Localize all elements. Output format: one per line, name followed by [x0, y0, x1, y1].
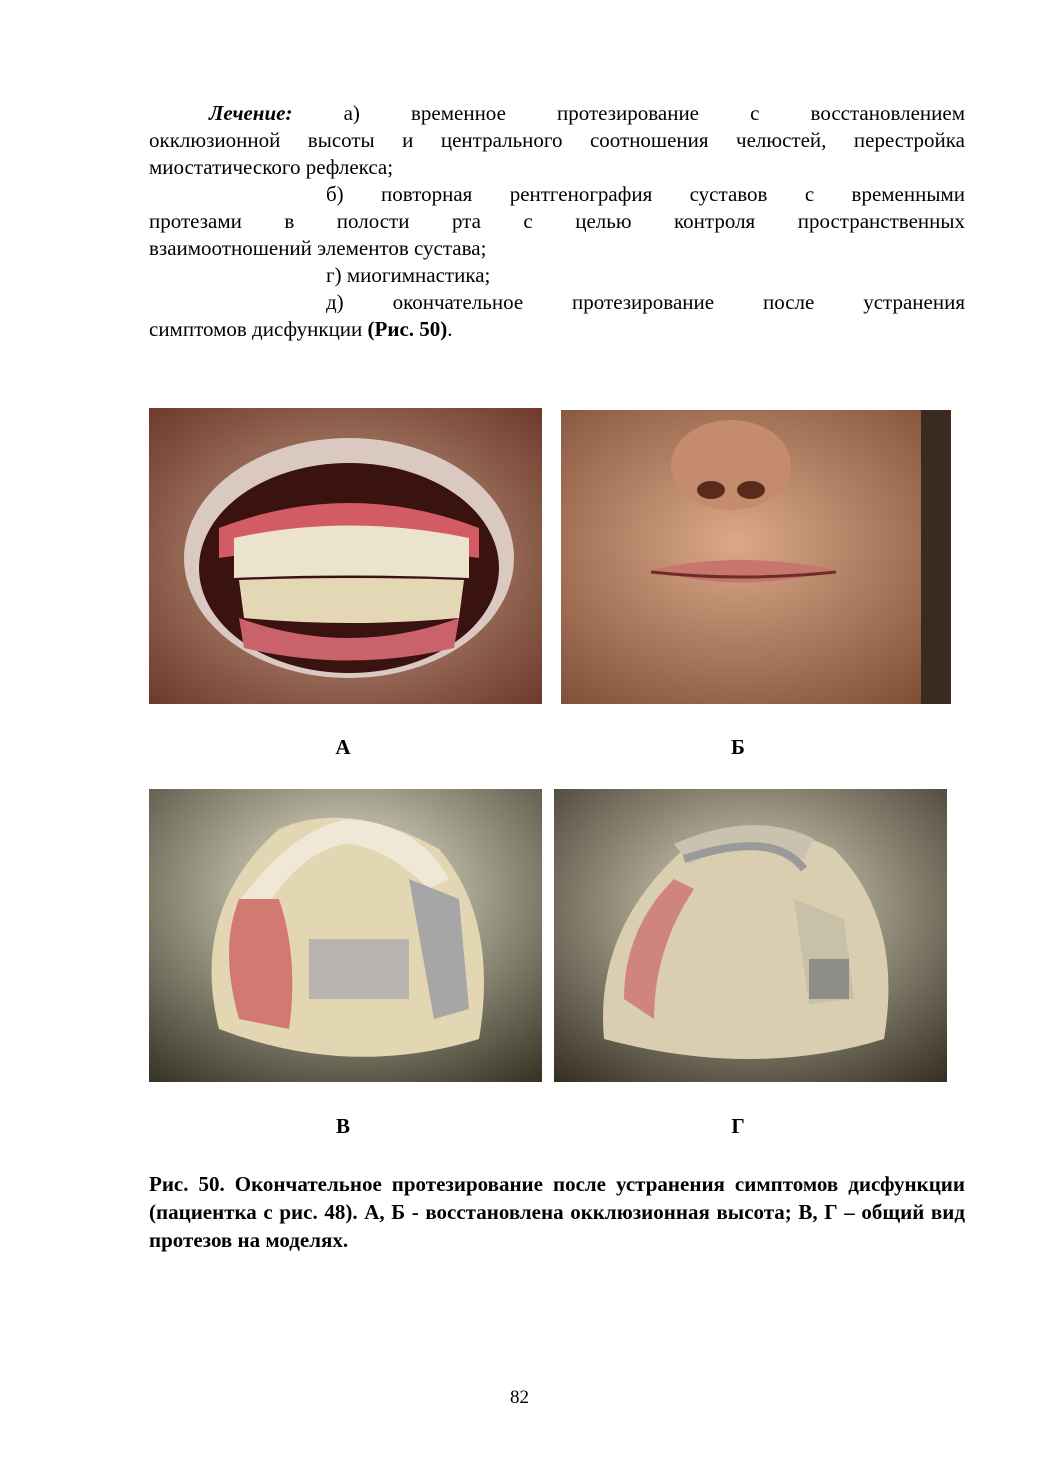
photo-a-teeth — [149, 408, 542, 704]
treatment-line-b2: протезами в полости рта с целью контроля пространственных — [149, 209, 965, 233]
treatment-text — [149, 100, 965, 343]
figure-label-g: Г — [731, 1114, 745, 1138]
treatment-line-a1: Лечение: а) временное протезирование с восстановлением — [209, 101, 965, 125]
treatment-line-b1: б) повторная рентгенография суставов с временными — [326, 182, 965, 206]
photo-v-upper-denture — [149, 789, 542, 1082]
treatment-line-d1: д) окончательное протезирование после устранения — [326, 290, 965, 314]
photo-b-face — [561, 410, 951, 704]
treatment-heading: Лечение: — [209, 101, 293, 125]
treatment-line-a3: миостатического рефлекса; — [149, 155, 394, 179]
treatment-line-g: г) миогимнастика; — [326, 263, 491, 287]
page-number: 82 — [510, 1387, 529, 1408]
photo-g-lower-denture — [554, 789, 947, 1082]
figure-label-a: А — [335, 735, 351, 759]
figure-label-v: В — [335, 1114, 350, 1138]
treatment-line-d2: симптомов дисфункции (Рис. 50). — [149, 317, 453, 341]
treatment-line-b3: взаимоотношений элементов сустава; — [149, 236, 487, 260]
figure-label-b: Б — [731, 735, 745, 759]
treatment-line-a2: окклюзионной высоты и центрального соотношения челюстей, перестройка — [149, 128, 965, 152]
figure-caption: Рис. 50. Окончательное протезирование после устранения симптомов дисфункции (пациентка с рис. 48). А, Б - восстановлена окклюзионная высота; В, Г – общий вид протезов на моделях. — [149, 1172, 965, 1252]
figure-reference: (Рис. 50) — [367, 317, 448, 341]
